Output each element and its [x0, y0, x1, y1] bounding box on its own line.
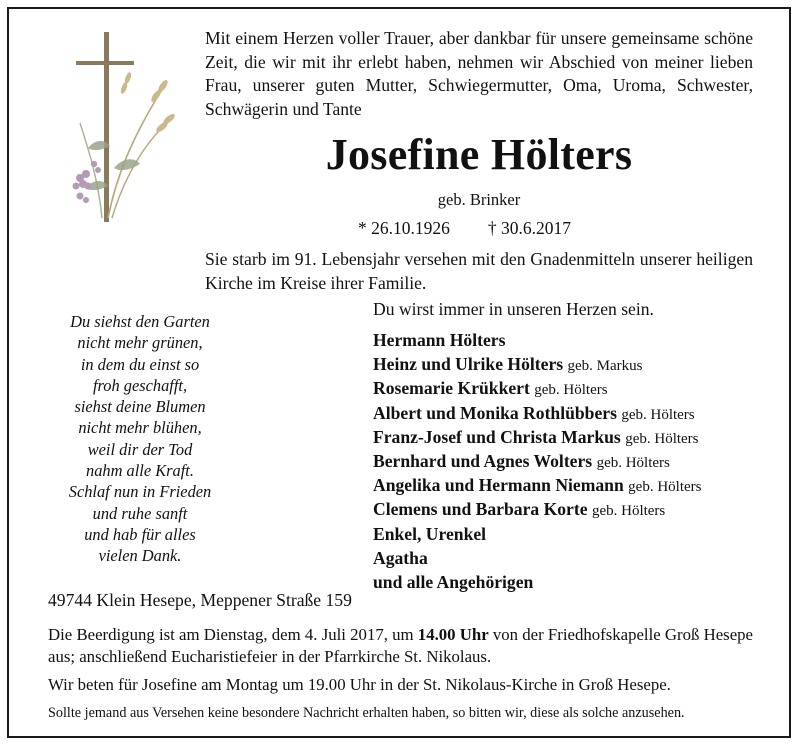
mourner-name: Agatha: [373, 547, 428, 568]
mourner-name: Bernhard und Agnes Wolters: [373, 451, 593, 472]
poem-line: und hab für alles: [84, 524, 196, 544]
mourner-nee: geb. Markus: [567, 358, 643, 375]
mourner-row: [373, 329, 702, 353]
poem-line: und ruhe sanft: [92, 503, 188, 523]
death-text: Sie starb im 91. Lebensjahr versehen mit den Gnadenmitteln unserer heiligen Kirche im Kreise ihrer Familie.: [205, 249, 753, 293]
mourner-row: [373, 450, 702, 474]
cross-with-wheat-icon: [58, 28, 198, 224]
poem-line: siehst deine Blumen: [74, 397, 206, 417]
poem-line: nahm alle Kraft.: [86, 461, 194, 481]
mourner-name: Heinz und Ulrike Hölters: [373, 354, 564, 375]
mourner-nee: geb. Hölters: [596, 455, 670, 472]
death-date: † 30.6.2017: [487, 218, 571, 238]
poem-line: weil dir der Tod: [87, 439, 193, 459]
mourner-nee: geb. Hölters: [534, 382, 608, 399]
mourner-name: Angelika und Hermann Niemann: [373, 475, 624, 496]
mourner-nee: geb. Hölters: [625, 430, 699, 447]
funeral-info: [48, 624, 753, 667]
mourner-name: Albert und Monika Rothlübbers: [373, 402, 617, 423]
mourner-row: [373, 571, 702, 595]
funeral-time: 14.00 Uhr: [417, 625, 489, 644]
mourner-nee: geb. Hölters: [591, 503, 666, 520]
prayer-info: Wir beten für Josefine am Montag um 19.00 Uhr in der St. Nikolaus-Kirche in Groß Hesepe.: [48, 675, 671, 694]
mourner-row: [373, 547, 702, 571]
life-dates: [358, 217, 571, 239]
birth-date: * 26.10.1926: [358, 218, 450, 238]
poem-line: froh geschafft,: [92, 375, 188, 395]
mourner-name: Clemens und Barbara Korte: [373, 499, 588, 520]
poem-line: Schlaf nun in Frieden: [68, 482, 212, 502]
funeral-text-end: von der Friedhofskapelle Groß Hesepe aus; anschließend Eucharistiefeier in der Pfarrkirche St. Nikolaus.: [48, 625, 753, 666]
poem: [40, 311, 240, 567]
mourner-row: [373, 377, 702, 401]
poem-line: nicht mehr grünen,: [77, 333, 203, 353]
intro-text: Mit einem Herzen voller Trauer, aber dankbar für unsere gemeinsame schöne Zeit, die wir mit ihr erlebt haben, nehmen wir Abschied von meiner lieben Frau, unserer guten Mutter, Schwiegermutter, Oma, Uroma, Schwester, Schwägerin und Tante: [205, 28, 753, 119]
poem-line: Du siehst den Garten: [70, 312, 210, 331]
mourner-name: Enkel, Urenkel: [373, 523, 487, 544]
birth-name: geb. Brinker: [437, 190, 521, 209]
mourner-name: und alle Angehörigen: [373, 572, 534, 593]
family-address: 49744 Klein Hesepe, Meppener Straße 159: [48, 590, 352, 610]
poem-line: nicht mehr blühen,: [78, 418, 202, 438]
mourner-name: Hermann Hölters: [373, 330, 506, 350]
mourner-name: Rosemarie Krükkert: [373, 378, 530, 399]
mourner-row: [373, 426, 702, 450]
mourner-row: [373, 353, 702, 377]
mourner-nee: geb. Hölters: [621, 406, 695, 423]
mourner-row: [373, 523, 702, 547]
mourners-list: [373, 329, 702, 595]
heart-line: Du wirst immer in unseren Herzen sein.: [373, 299, 654, 319]
deceased-name: Josefine Hölters: [325, 130, 633, 179]
mourner-row: [373, 498, 702, 522]
poem-line: in dem du einst so: [80, 354, 200, 374]
funeral-text-start: Die Beerdigung ist am Dienstag, dem 4. Juli 2017, um: [48, 625, 418, 644]
mourner-nee: geb. Hölters: [628, 479, 702, 496]
notice-text: Sollte jemand aus Versehen keine besondere Nachricht erhalten haben, so bitten wir, diese als solche anzusehen.: [48, 705, 685, 721]
poem-line: vielen Dank.: [98, 546, 182, 566]
mourner-name: Franz-Josef und Christa Markus: [373, 426, 621, 447]
mourner-row: [373, 402, 702, 426]
mourner-row: [373, 474, 702, 498]
